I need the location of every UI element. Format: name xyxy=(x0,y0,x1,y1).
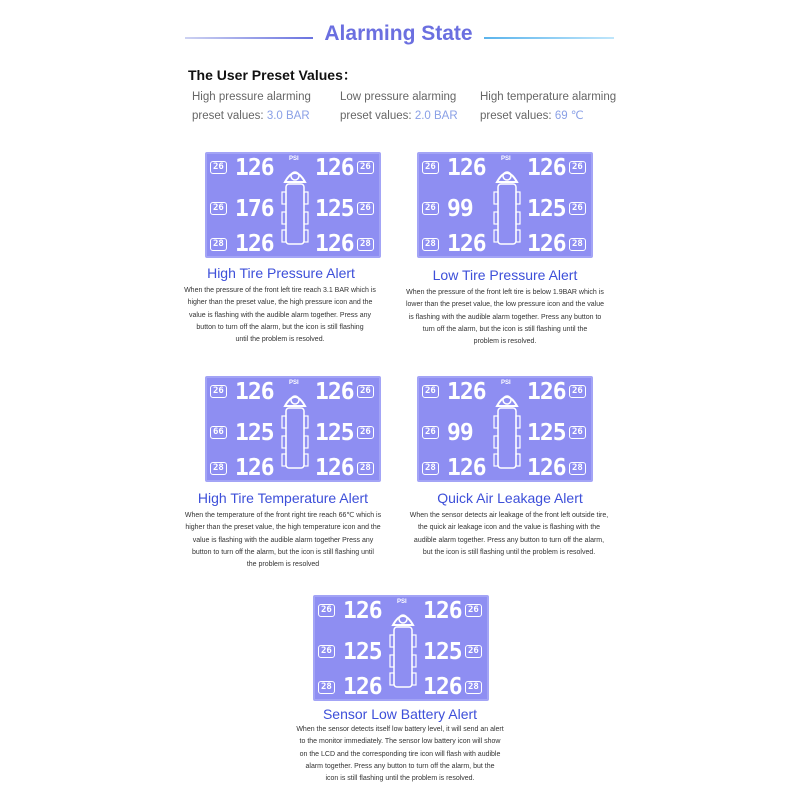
preset-high-temperature: High temperature alarming preset values: 69 ℃ xyxy=(480,91,617,122)
lcd-temp-rear-right: 28 xyxy=(569,238,586,251)
alert-desc-high-temperature: When the temperature of the front right tire reach 66℃ which is higher than the preset value, the high temperature icon and the value is flashing with the audible alarm together Press any button to turn off the alarm, but the icon is still flashing until the problem is resolved xyxy=(184,512,382,569)
preset-heading: The User Preset Values： xyxy=(188,67,357,83)
lcd-display-high-temperature xyxy=(205,376,381,482)
lcd-temp-rear-left: 28 xyxy=(210,462,227,475)
lcd-pressure-rear-right: 126 xyxy=(527,231,566,257)
alert-desc-sensor-low-battery: When the sensor detects itself low battery level, it will send an alert to the monitor immediately. The sensor low battery icon will show on the LCD and the corresponding tire icon will flash with audible alarm together. Press any button to turn off the alarm, but the icon is still flashing until the problem is resolved. xyxy=(296,726,504,783)
lcd-pressure-mid-right: 125 xyxy=(315,196,354,222)
lcd-pressure-mid-left: 99 xyxy=(447,420,473,446)
lcd-pressure-front-left: 126 xyxy=(235,155,274,181)
page-title: Alarming State xyxy=(324,22,473,45)
alert-title-high-temperature: High Tire Temperature Alert xyxy=(197,490,369,506)
lcd-pressure-mid-left: 99 xyxy=(447,196,473,222)
preset-high-temperature-value: 69 ℃ xyxy=(554,110,584,122)
lcd-unit-label: PSI xyxy=(501,380,511,386)
lcd-pressure-front-right: 126 xyxy=(527,379,566,405)
lcd-pressure-mid-right: 125 xyxy=(423,639,462,665)
vehicle-outline-icon xyxy=(385,605,421,697)
vehicle-outline-icon xyxy=(277,386,313,478)
lcd-pressure-rear-right: 126 xyxy=(315,231,354,257)
lcd-temp-mid-right: 26 xyxy=(569,202,586,215)
lcd-temp-rear-left: 28 xyxy=(422,238,439,251)
lcd-pressure-mid-right: 125 xyxy=(527,196,566,222)
lcd-pressure-rear-right: 126 xyxy=(527,455,566,481)
lcd-temp-rear-right: 28 xyxy=(465,681,482,694)
lcd-pressure-rear-left: 126 xyxy=(235,455,274,481)
lcd-temp-rear-left: 28 xyxy=(318,681,335,694)
lcd-pressure-rear-left: 126 xyxy=(343,674,382,700)
preset-high-pressure-value: 3.0 BAR xyxy=(266,110,310,122)
lcd-pressure-rear-left: 126 xyxy=(447,455,486,481)
lcd-temp-front-left: 26 xyxy=(318,604,335,617)
lcd-pressure-rear-right: 126 xyxy=(423,674,462,700)
lcd-pressure-front-right: 126 xyxy=(315,155,354,181)
alert-desc-low-pressure: When the pressure of the front left tire is below 1.9BAR which is lower than the preset value, the low pressure icon and the value is flashing with the audible alarm together. Press any button to turn off the alarm, but the icon is still flashing until the problem is resolved. xyxy=(405,289,605,346)
alert-title-quick-leakage: Quick Air Leakage Alert xyxy=(437,490,583,506)
lcd-temp-rear-left: 28 xyxy=(210,238,227,251)
lcd-temp-mid-left: 26 xyxy=(422,426,439,439)
lcd-unit-label: PSI xyxy=(501,156,511,162)
lcd-temp-front-left: 26 xyxy=(210,385,227,398)
lcd-pressure-front-left: 126 xyxy=(235,379,274,405)
lcd-unit-label: PSI xyxy=(289,380,299,386)
lcd-temp-front-right: 26 xyxy=(357,385,374,398)
lcd-temp-mid-right: 26 xyxy=(569,426,586,439)
alert-title-sensor-low-battery: Sensor Low Battery Alert xyxy=(322,706,478,722)
vehicle-outline-icon xyxy=(489,162,525,254)
alert-title-high-pressure: High Tire Pressure Alert xyxy=(207,265,355,281)
alert-desc-high-pressure: When the pressure of the front left tire reach 3.1 BAR which is higher than the preset value, the high pressure icon and the value is flashing with the audible alarm together. Press any button to turn off the alarm, but the icon is still flashing until the problem is resolved. xyxy=(184,287,376,344)
lcd-temp-front-right: 26 xyxy=(465,604,482,617)
lcd-temp-front-left: 26 xyxy=(422,161,439,174)
lcd-temp-mid-left: 26 xyxy=(210,202,227,215)
lcd-unit-label: PSI xyxy=(397,599,407,605)
preset-high-pressure: High pressure alarming preset values: 3.0 BAR xyxy=(192,91,311,122)
lcd-pressure-rear-right: 126 xyxy=(315,455,354,481)
lcd-pressure-front-right: 126 xyxy=(527,155,566,181)
lcd-temp-rear-right: 28 xyxy=(569,462,586,475)
lcd-unit-label: PSI xyxy=(289,156,299,162)
alert-desc-quick-leakage: When the sensor detects air leakage of the front left outside tire, the quick air leakage icon and the value is flashing with the audible alarm together. Press any button to turn off the alarm, but the icon is still flashing until the problem is resolved. xyxy=(409,512,609,556)
lcd-pressure-front-right: 126 xyxy=(315,379,354,405)
lcd-temp-rear-right: 28 xyxy=(357,238,374,251)
lcd-temp-mid-right: 26 xyxy=(465,645,482,658)
lcd-display-sensor-low-battery xyxy=(313,595,489,701)
title-divider-right xyxy=(484,37,614,39)
lcd-pressure-front-left: 126 xyxy=(447,379,486,405)
preset-low-pressure-value: 2.0 BAR xyxy=(414,110,458,122)
lcd-temp-mid-left: 26 xyxy=(422,202,439,215)
lcd-display-quick-leakage xyxy=(417,376,593,482)
lcd-pressure-mid-right: 125 xyxy=(527,420,566,446)
lcd-temp-mid-right: 26 xyxy=(357,426,374,439)
lcd-display-high-pressure xyxy=(205,152,381,258)
section-title-row xyxy=(0,22,800,52)
lcd-pressure-mid-left: 125 xyxy=(343,639,382,665)
lcd-pressure-mid-left: 176 xyxy=(235,196,274,222)
lcd-temp-front-right: 26 xyxy=(569,385,586,398)
lcd-pressure-front-left: 126 xyxy=(343,598,382,624)
lcd-pressure-front-right: 126 xyxy=(423,598,462,624)
lcd-temp-mid-right: 26 xyxy=(357,202,374,215)
vehicle-outline-icon xyxy=(277,162,313,254)
lcd-temp-mid-left: 26 xyxy=(318,645,335,658)
lcd-temp-front-left: 26 xyxy=(210,161,227,174)
title-divider-left xyxy=(185,37,313,39)
lcd-temp-front-right: 26 xyxy=(357,161,374,174)
lcd-temp-front-left: 26 xyxy=(422,385,439,398)
lcd-pressure-mid-right: 125 xyxy=(315,420,354,446)
lcd-temp-front-right: 26 xyxy=(569,161,586,174)
lcd-display-low-pressure xyxy=(417,152,593,258)
lcd-pressure-mid-left: 125 xyxy=(235,420,274,446)
lcd-temp-rear-right: 28 xyxy=(357,462,374,475)
lcd-pressure-rear-left: 126 xyxy=(235,231,274,257)
lcd-temp-mid-left: 66 xyxy=(210,426,227,439)
alert-title-low-pressure: Low Tire Pressure Alert xyxy=(432,267,578,283)
lcd-pressure-rear-left: 126 xyxy=(447,231,486,257)
lcd-temp-rear-left: 28 xyxy=(422,462,439,475)
preset-low-pressure: Low pressure alarming preset values: 2.0 BAR xyxy=(340,91,458,122)
vehicle-outline-icon xyxy=(489,386,525,478)
lcd-pressure-front-left: 126 xyxy=(447,155,486,181)
